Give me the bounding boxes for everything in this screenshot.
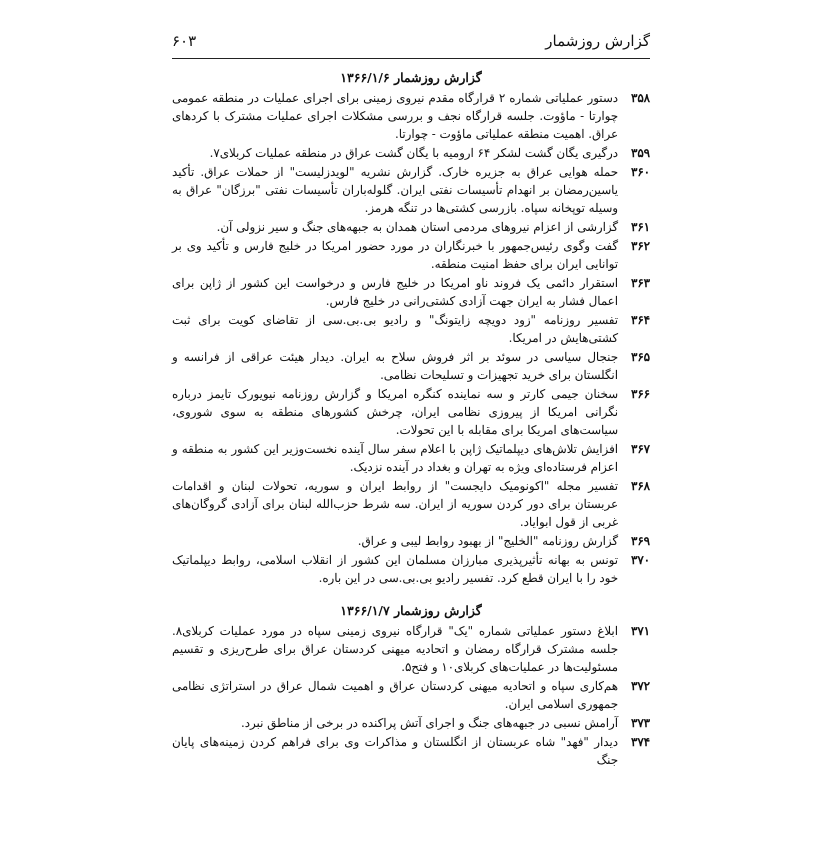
entry-364 — [172, 311, 650, 347]
entry-text: گزارشی از اعزام نیروهای مردمی استان همدان به جبهه‌های جنگ و سیر نزولی آن. — [216, 220, 618, 234]
entry-371 — [172, 622, 650, 676]
entry-374 — [172, 733, 650, 769]
entry-370 — [172, 551, 650, 587]
page-header — [172, 30, 650, 59]
entry-text: آرامش نسبی در جبهه‌های جنگ و اجرای آتش پراکنده در برخی از مناطق نبرد. — [241, 716, 618, 730]
entry-368 — [172, 477, 650, 531]
entry-number: ۳۷۴ — [630, 735, 650, 749]
entry-number: ۳۶۴ — [630, 313, 650, 327]
entry-text: استقرار دائمی یک فروند ناو امریکا در خلیج فارس و درخواست این کشور از ژاپن برای اعمال فشار به ایران جهت آزادی کشتی‌رانی در خلیج فارس. — [172, 276, 618, 308]
entry-369 — [172, 532, 650, 550]
entry-text: تونس به بهانه تأثیرپذیری مبارزان مسلمان این کشور از انقلاب اسلامی، روابط دیپلماتیک خود را با ایران قطع کرد. تفسیر رادیو بی.بی.سی در این باره. — [172, 553, 618, 585]
entry-number: ۳۶۵ — [630, 350, 650, 364]
entry-number: ۳۶۸ — [630, 479, 650, 493]
entry-number: ۳۶۰ — [630, 165, 650, 179]
entry-number: ۳۷۰ — [630, 553, 650, 567]
page-body — [172, 64, 650, 770]
entry-text: ابلاغ دستور عملیاتی شماره "یک" قرارگاه نیروی زمینی سپاه در مورد عملیات کربلای۸. جلسه مشترک قرارگاه رمضان و اتحادیه میهنی کردستان عراق برای طرح‌ریزی و تقسیم مسئولیت‌ها در عملیات‌های کربلای۱۰ و فتح۵. — [172, 624, 618, 674]
entry-number: ۳۶۹ — [630, 534, 650, 548]
section-title: گزارش روزشمار ۱۳۶۶/۱/۷ — [340, 603, 482, 618]
entry-text: گزارش روزنامه "الخلیج" از بهبود روابط لیبی و عراق. — [357, 534, 618, 548]
entry-text: درگیری یگان گشت لشکر ۶۴ ارومیه با یگان گشت عراق در منطقه عملیات کربلای۷. — [209, 146, 618, 160]
entry-number: ۳۶۱ — [630, 220, 650, 234]
entry-360 — [172, 163, 650, 217]
entry-363 — [172, 274, 650, 310]
entry-text: دیدار "فهد" شاه عربستان از انگلستان و مذاکرات وی برای فراهم کردن زمینه‌های پایان جنگ — [172, 735, 618, 767]
entry-365 — [172, 348, 650, 384]
entry-number: ۳۶۳ — [630, 276, 650, 290]
running-title: گزارش روزشمار — [545, 32, 650, 50]
entry-362 — [172, 237, 650, 273]
entry-text: تفسیر مجله "اکونومیک دایجست" از روابط ایران و سوریه، تحولات لبنان و اقدامات عربستان برای دور کردن سوریه از ایران. سه شرط حزب‌الله لبنان برای آزادی گروگان‌های غربی از قول ابوایاد. — [172, 479, 618, 529]
entry-text: تفسیر روزنامه "زود دویچه زایتونگ" و رادیو بی.بی.سی از تقاضای کویت برای ثبت کشتی‌هایش در امریکا. — [172, 313, 618, 345]
entry-text: سخنان جیمی کارتر و سه نماینده کنگره امریکا و گزارش روزنامه نیویورک تایمز درباره نگرانی امریکا از پیروزی نظامی ایران، چرخش کشورهای منطقه به سوی شوروی، سیاست‌های امریکا برای مقابله با این تحولات. — [172, 387, 618, 437]
entry-366 — [172, 385, 650, 439]
entry-number: ۳۷۱ — [630, 624, 650, 638]
entry-text: دستور عملیاتی شماره ۲ قرارگاه مقدم نیروی زمینی برای اجرای عملیات در منطقه عمومی چوارتا - ماؤوت. جلسه قرارگاه نجف و بررسی مشکلات اجرای عملیات مشترک با کردهای عراق. اهمیت منطقه عملیاتی ماؤوت - چوارتا. — [172, 91, 618, 141]
entry-number: ۳۵۹ — [630, 146, 650, 160]
page-number: ۶۰۳ — [172, 32, 197, 50]
entry-text: حمله هوایی عراق به جزیره خارک. گزارش نشریه "لویدزلیست" از حملات عراق. تأکید یاسین‌رمضان بر انهدام تأسیسات نفتی ایران. گلوله‌باران تأسیسات نفتی "برزگان" عراق به وسیله توپخانه سپاه. بازرسی کشتی‌ها در تنگه هرمز. — [172, 165, 618, 215]
entry-367 — [172, 440, 650, 476]
entry-text: هم‌کاری سپاه و اتحادیه میهنی کردستان عراق و اهمیت شمال عراق در استراتژی نظامی جمهوری اسلامی ایران. — [172, 679, 618, 711]
entry-359 — [172, 144, 650, 162]
entry-number: ۳۶۶ — [630, 387, 650, 401]
entry-number: ۳۷۲ — [630, 679, 650, 693]
entry-text: افزایش تلاش‌های دیپلماتیک ژاپن با اعلام سفر سال آینده نخست‌وزیر این کشور به منطقه و اعزام فرستاده‌ای ویژه به تهران و بغداد در آینده نزدیک. — [172, 442, 618, 474]
entry-number: ۳۶۷ — [630, 442, 650, 456]
entry-text: جنجال سیاسی در سوئد بر اثر فروش سلاح به ایران. دیدار هیئت عراقی از فرانسه و انگلستان برای خرید تجهیزات و تسلیحات نظامی. — [172, 350, 618, 382]
entry-text: گفت وگوی رئیس‌جمهور با خبرنگاران در مورد حضور امریکا در خلیج فارس و تأکید وی بر توانایی ایران برای حفظ امنیت منطقه. — [172, 239, 618, 271]
entry-373 — [172, 714, 650, 732]
entry-number: ۳۷۳ — [630, 716, 650, 730]
entry-358 — [172, 89, 650, 143]
entry-372 — [172, 677, 650, 713]
section-title: گزارش روزشمار ۱۳۶۶/۱/۶ — [340, 70, 482, 85]
entry-number: ۳۵۸ — [630, 91, 650, 105]
entry-361 — [172, 218, 650, 236]
entry-number: ۳۶۲ — [630, 239, 650, 253]
